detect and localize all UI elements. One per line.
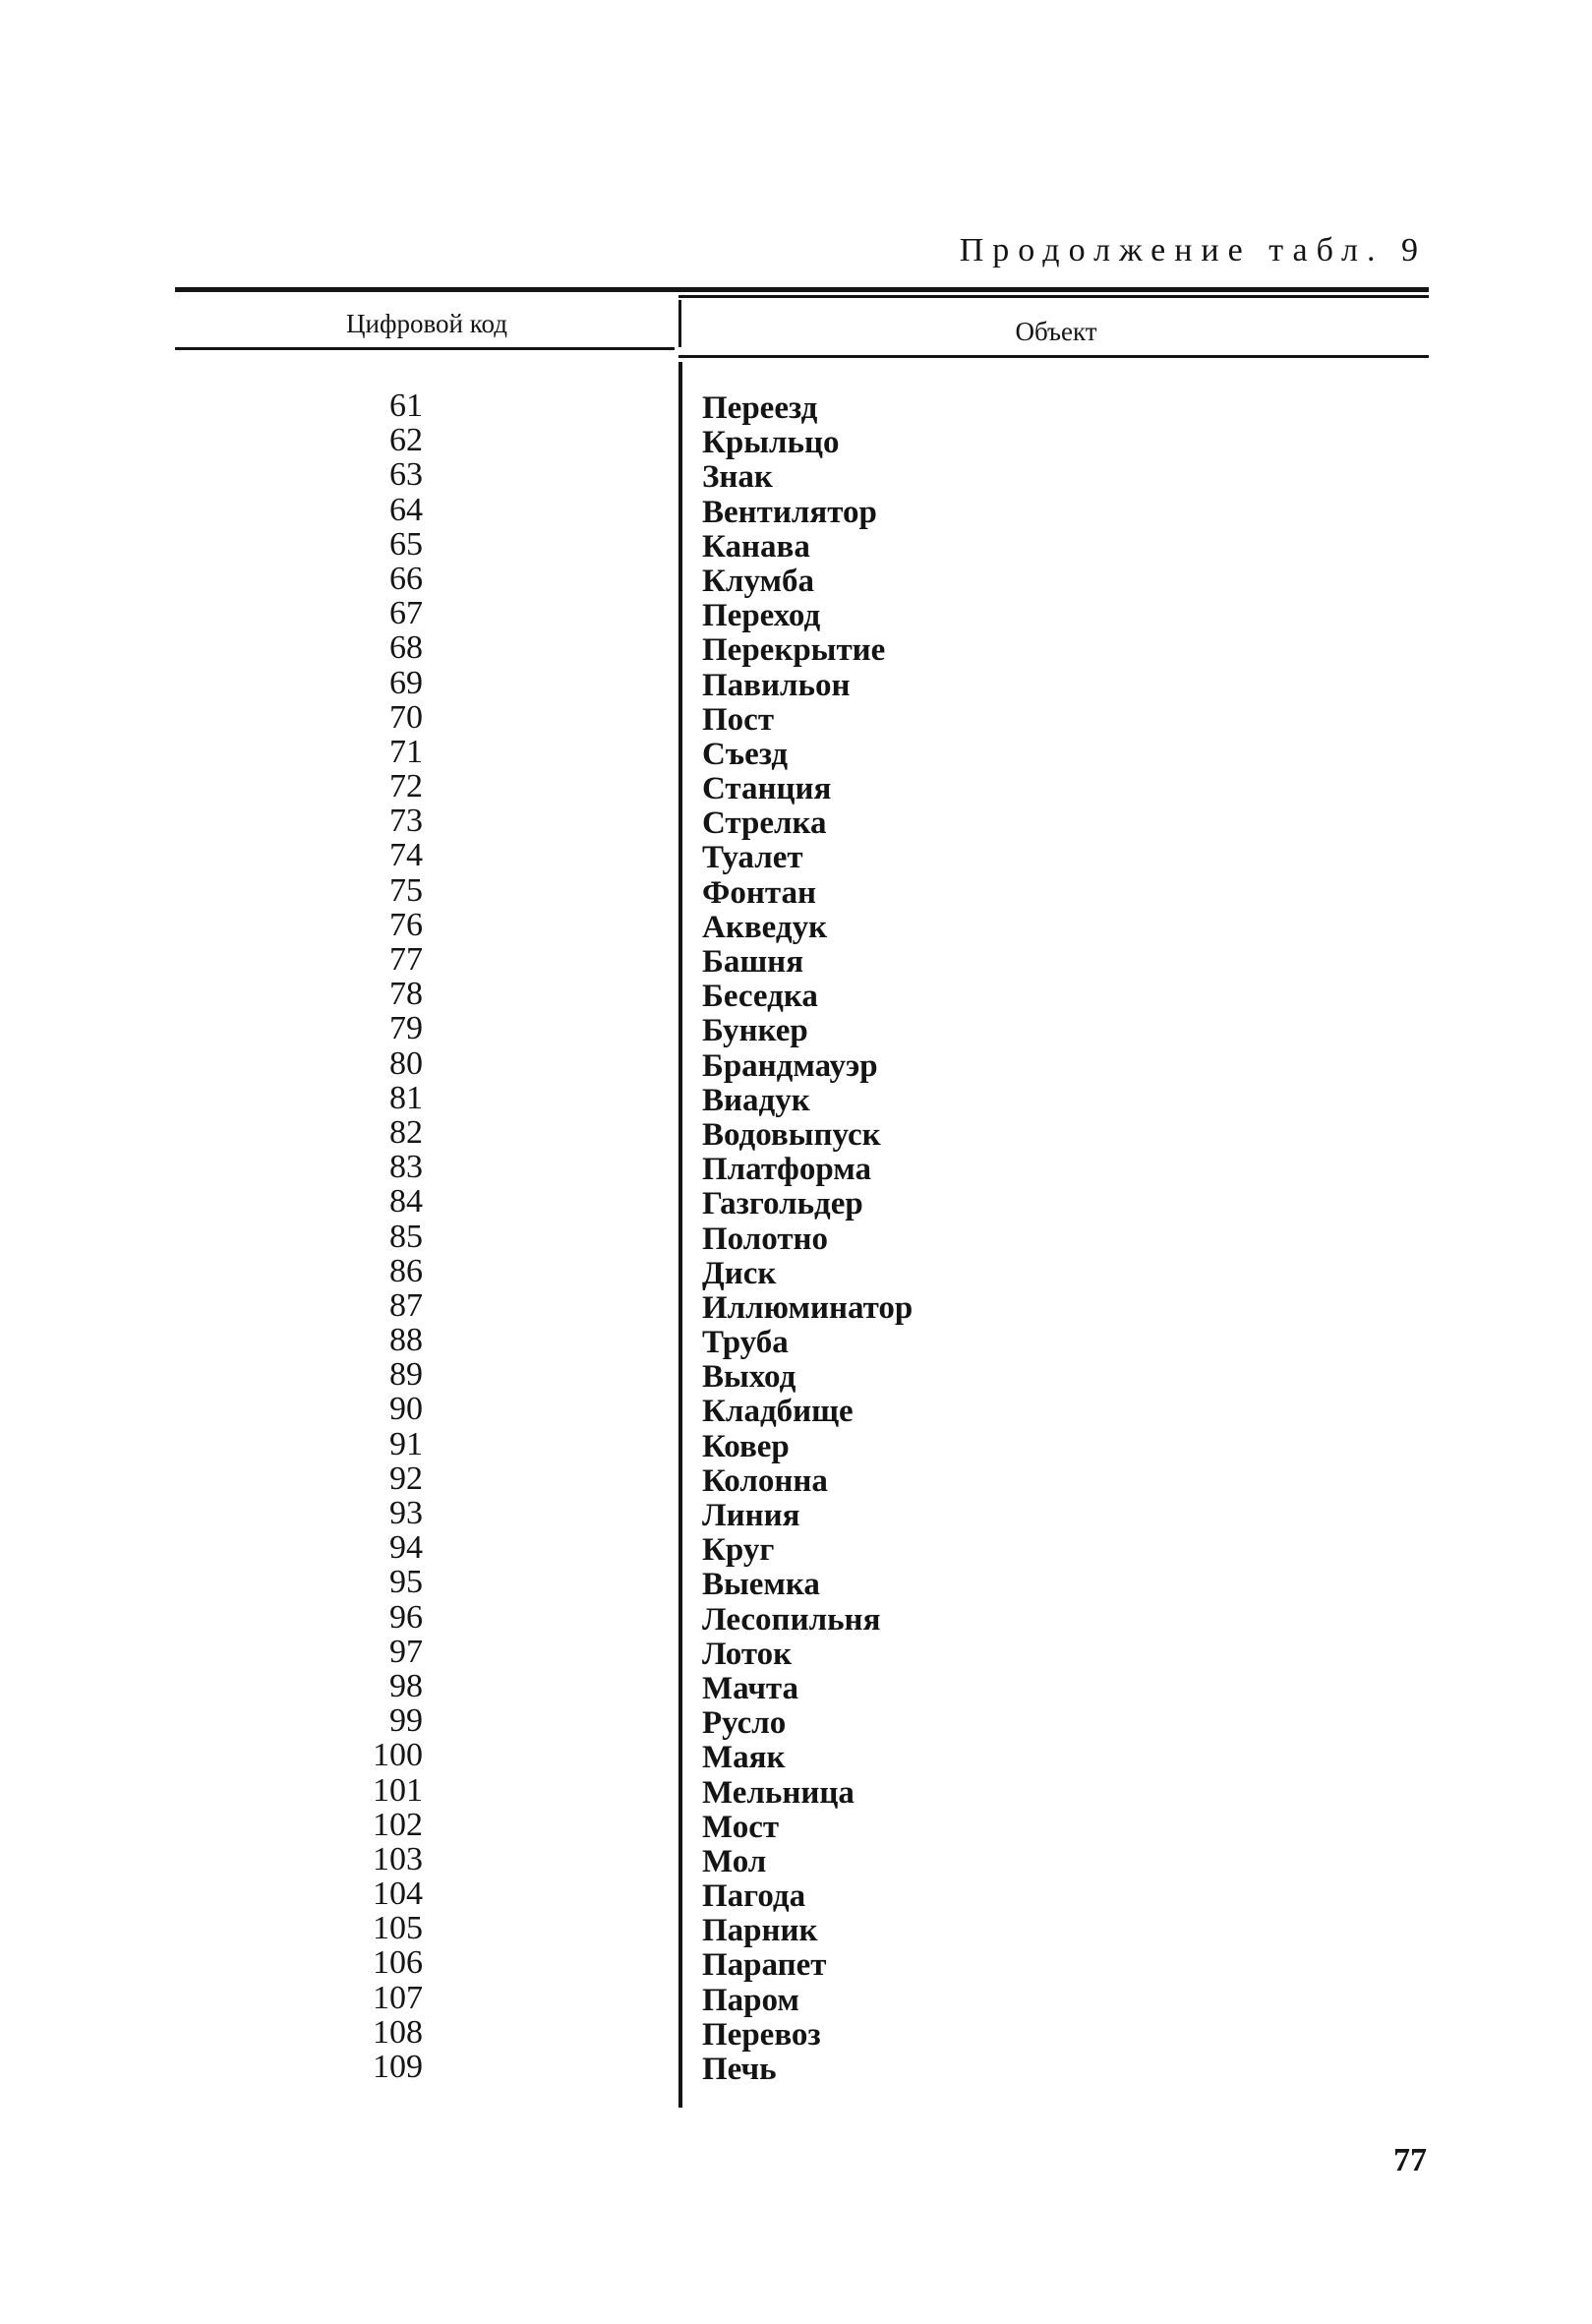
code-cell: 107 — [373, 1979, 423, 2016]
header-column-divider — [678, 300, 681, 347]
object-cell: Виадук — [702, 1082, 810, 1118]
object-cell: Бункер — [702, 1013, 808, 1049]
header-rule-left — [175, 347, 675, 350]
object-cell: Пагода — [702, 1878, 806, 1915]
object-cell: Канава — [702, 528, 810, 565]
object-cell: Ковер — [702, 1428, 790, 1464]
object-cell: Русло — [702, 1705, 787, 1742]
object-cell: Кладбище — [702, 1394, 854, 1430]
code-cell: 61 — [389, 387, 423, 424]
column-header-object: Объект — [1015, 317, 1097, 346]
code-cell: 98 — [389, 1667, 423, 1704]
code-cell: 95 — [389, 1564, 423, 1601]
object-cell: Клумба — [702, 563, 814, 599]
object-cell: Газгольдер — [702, 1186, 863, 1222]
object-cell: Беседка — [702, 979, 818, 1015]
object-cell: Лесопильня — [702, 1601, 881, 1638]
top-rule-secondary — [678, 295, 1429, 298]
code-cell: 92 — [389, 1460, 423, 1497]
object-cell: Мачта — [702, 1670, 799, 1706]
code-cell: 79 — [389, 1010, 423, 1047]
object-cell: Труба — [702, 1325, 789, 1361]
object-cell: Башня — [702, 944, 804, 980]
code-cell: 86 — [389, 1252, 423, 1289]
code-cell: 75 — [389, 871, 423, 909]
object-cell: Лоток — [702, 1636, 793, 1672]
object-cell: Стрелка — [702, 805, 827, 842]
code-cell: 71 — [389, 733, 423, 770]
code-cell: 90 — [389, 1391, 423, 1428]
code-cell: 74 — [389, 837, 423, 874]
object-column — [702, 391, 913, 2087]
object-cell: Колонна — [702, 1462, 828, 1499]
object-cell: Знак — [702, 459, 773, 496]
code-cell: 101 — [373, 1771, 423, 1809]
code-cell: 106 — [373, 1944, 423, 1982]
top-rule — [175, 287, 1429, 292]
code-cell: 64 — [389, 491, 423, 528]
header-rule-right — [678, 355, 1429, 358]
object-cell: Мельница — [702, 1774, 855, 1811]
object-cell: Мост — [702, 1809, 780, 1845]
code-cell: 84 — [389, 1183, 423, 1221]
code-cell: 70 — [389, 698, 423, 736]
object-cell: Павильон — [702, 667, 851, 703]
code-cell: 82 — [389, 1113, 423, 1151]
code-cell: 91 — [389, 1425, 423, 1462]
code-cell: 102 — [373, 1806, 423, 1843]
object-cell: Туалет — [702, 840, 803, 876]
code-column — [295, 388, 423, 2084]
code-cell: 88 — [389, 1322, 423, 1359]
object-cell: Съезд — [702, 736, 789, 772]
code-cell: 66 — [389, 560, 423, 597]
object-cell: Фонтан — [702, 874, 816, 911]
code-cell: 85 — [389, 1218, 423, 1255]
code-cell: 105 — [373, 1910, 423, 1947]
code-cell: 89 — [389, 1356, 423, 1394]
code-cell: 67 — [389, 595, 423, 632]
code-cell: 109 — [373, 2049, 423, 2085]
code-cell: 69 — [389, 664, 423, 701]
code-cell: 99 — [389, 1702, 423, 1740]
object-cell: Иллюминатор — [702, 1289, 914, 1326]
object-cell: Печь — [702, 2052, 777, 2087]
code-cell: 76 — [389, 906, 423, 943]
object-cell: Перевоз — [702, 2016, 821, 2053]
body-column-divider — [678, 362, 682, 2108]
code-cell: 103 — [373, 1840, 423, 1877]
code-cell: 81 — [389, 1079, 423, 1116]
code-cell: 100 — [373, 1737, 423, 1774]
code-cell: 73 — [389, 803, 423, 840]
object-cell: Водовыпуск — [702, 1116, 881, 1153]
object-cell: Перекрытие — [702, 632, 886, 669]
code-cell: 78 — [389, 976, 423, 1013]
object-cell: Парник — [702, 1913, 818, 1949]
object-cell: Выход — [702, 1359, 796, 1396]
object-cell: Паром — [702, 1982, 799, 2018]
object-cell: Переход — [702, 598, 821, 634]
object-cell: Платформа — [702, 1152, 871, 1188]
code-cell: 108 — [373, 2013, 423, 2051]
object-cell: Диск — [702, 1255, 777, 1291]
object-cell: Выемка — [702, 1567, 820, 1603]
code-cell: 72 — [389, 768, 423, 805]
code-cell: 62 — [389, 422, 423, 459]
code-cell: 97 — [389, 1633, 423, 1670]
object-cell: Линия — [702, 1498, 800, 1533]
object-cell: Переезд — [702, 390, 818, 426]
code-cell: 68 — [389, 629, 423, 667]
code-cell: 96 — [389, 1598, 423, 1636]
code-cell: 104 — [373, 1876, 423, 1913]
code-cell: 65 — [389, 525, 423, 563]
code-cell: 93 — [389, 1495, 423, 1531]
object-cell: Мол — [702, 1843, 767, 1879]
code-cell: 63 — [389, 456, 423, 494]
object-cell: Парапет — [702, 1947, 827, 1984]
object-cell: Вентилятор — [702, 494, 877, 530]
page-number: 77 — [1393, 2142, 1427, 2178]
object-cell: Акведук — [702, 909, 828, 945]
table-caption: Продолжение табл. 9 — [959, 232, 1427, 268]
code-cell: 80 — [389, 1044, 423, 1082]
code-cell: 83 — [389, 1149, 423, 1186]
object-cell: Пост — [702, 701, 775, 738]
object-cell: Круг — [702, 1532, 775, 1569]
object-cell: Крыльцо — [702, 425, 840, 461]
object-cell: Брандмауэр — [702, 1047, 878, 1084]
code-cell: 94 — [389, 1529, 423, 1567]
column-header-code: Цифровой код — [346, 309, 507, 338]
object-cell: Станция — [702, 771, 832, 807]
code-cell: 87 — [389, 1286, 423, 1324]
code-cell: 77 — [389, 941, 423, 978]
object-cell: Полотно — [702, 1221, 829, 1257]
object-cell: Маяк — [702, 1740, 786, 1776]
